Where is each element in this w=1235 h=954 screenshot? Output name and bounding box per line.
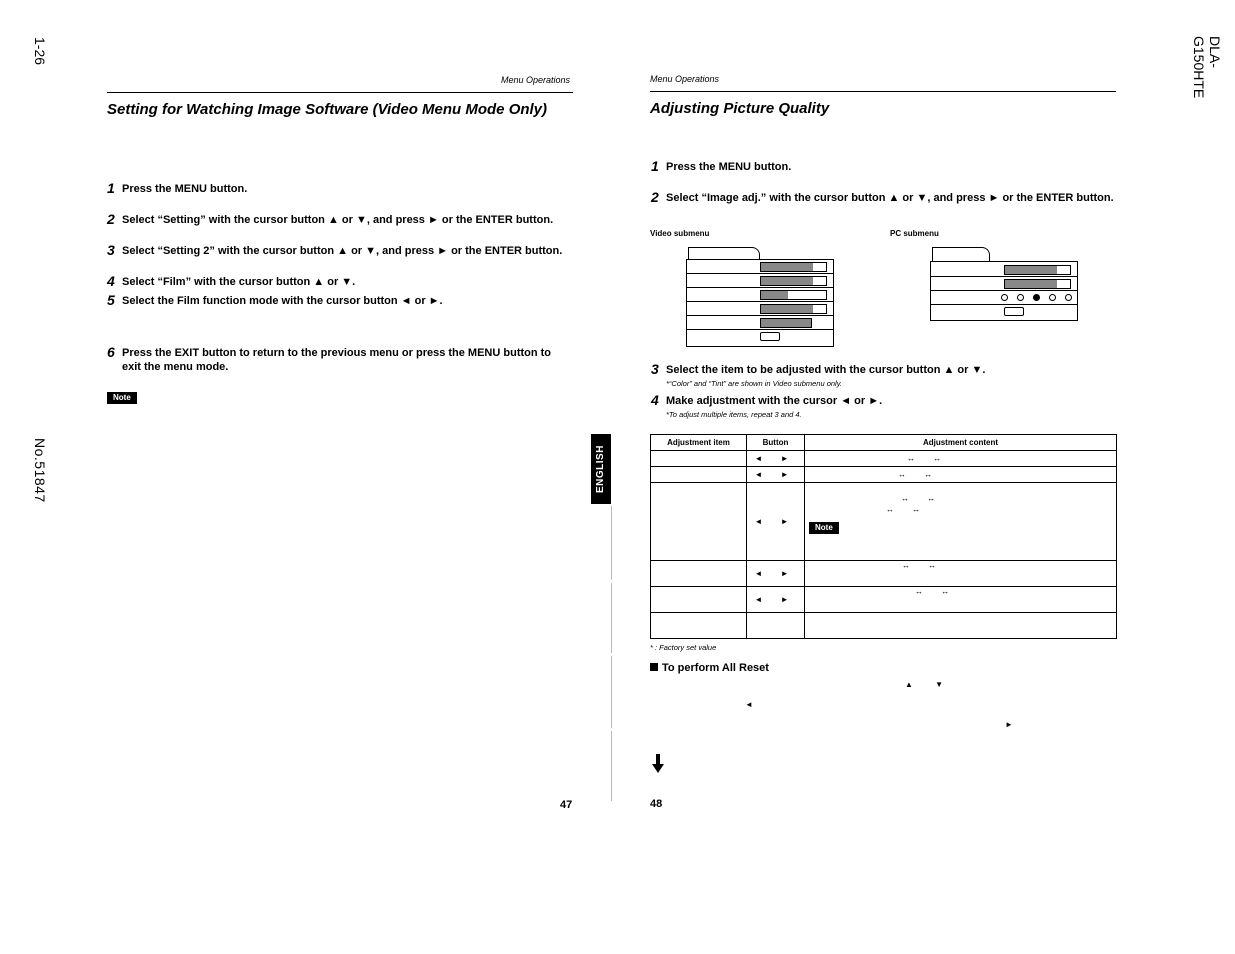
step-number: 4: [651, 392, 659, 408]
left-page-title: Setting for Watching Image Software (Video Menu Mode Only): [107, 101, 548, 118]
right-page-number: 48: [650, 798, 663, 810]
menu-row: [931, 291, 1077, 305]
video-submenu-window: [686, 259, 834, 347]
factory-set-footnote: * : Factory set value: [650, 643, 717, 652]
model-name: DLA-G150HTE: [1191, 36, 1223, 99]
level-bar: [760, 318, 812, 328]
button-arrows: ◄ ►: [747, 587, 805, 613]
left-running-header: Menu Operations: [501, 75, 571, 85]
table-row: [651, 613, 1117, 639]
right-page-title: Adjusting Picture Quality: [650, 100, 830, 117]
menu-row: [687, 288, 833, 302]
left-step-5: [107, 294, 443, 308]
step-text: Select “Setting 2” with the cursor button ▲ or ▼, and press ► or the ENTER button.: [122, 245, 563, 257]
step-text: Select the item to be adjusted with the cursor button ▲ or ▼.: [666, 364, 986, 376]
lr-arrows: ↔ ↔: [907, 454, 950, 463]
square-bullet-icon: [650, 663, 658, 671]
left-step-1: [107, 182, 247, 196]
level-bar: [760, 304, 827, 314]
step-text: Press the MENU button.: [122, 183, 248, 195]
radio-icon: [1049, 294, 1056, 301]
step-number: 2: [651, 189, 659, 205]
radio-icon: [1065, 294, 1072, 301]
step-3-footnote: *“Color” and “Tint” are shown in Video submenu only.: [666, 379, 842, 388]
document-number: No.51847: [32, 438, 48, 503]
step-number: 6: [107, 344, 115, 360]
tab-divider: [611, 656, 612, 728]
page-code: 1-26: [32, 37, 48, 66]
right-header-rule: [650, 91, 1116, 92]
adjustment-table: [650, 434, 1117, 639]
step-text: Make adjustment with the cursor ◄ or ►.: [666, 395, 883, 407]
radio-selected-icon: [1033, 294, 1040, 301]
all-reset-heading: [650, 662, 769, 674]
radio-icon: [1017, 294, 1024, 301]
left-step-6: [107, 346, 573, 374]
arrow-down-icon: [651, 754, 665, 774]
menu-row: [687, 260, 833, 274]
pc-submenu-window: [930, 261, 1078, 321]
radio-icon: [1001, 294, 1008, 301]
step-text: Select “Image adj.” with the cursor button ▲ or ▼, and press ► or the ENTER button.: [666, 192, 1114, 204]
table-header-row: [651, 435, 1117, 451]
step-number: 5: [107, 292, 115, 308]
right-step-2: [651, 191, 1114, 205]
step-text: Select the Film function mode with the cursor button ◄ or ►.: [122, 295, 443, 307]
header-adjustment-content: Adjustment content: [805, 435, 1117, 451]
table-row: [651, 483, 1117, 561]
left-header-rule: [107, 92, 573, 93]
menu-row: [931, 277, 1077, 291]
lr-arrows: ↔ ↔: [915, 587, 958, 596]
updown-glyphs: ▲ ▼: [905, 680, 954, 689]
table-note-badge: Note: [809, 522, 839, 534]
left-step-4: [107, 275, 355, 289]
right-running-header: Menu Operations: [650, 74, 720, 84]
level-bar: [1004, 279, 1071, 289]
header-adjustment-item: Adjustment item: [651, 435, 747, 451]
pc-submenu-tab: [932, 247, 990, 262]
menu-row: [687, 316, 833, 330]
all-reset-heading-text: To perform All Reset: [662, 662, 769, 674]
left-note-badge: Note: [107, 392, 137, 404]
language-tab-label: ENGLISH: [595, 445, 606, 493]
lr-arrows: ↔ ↔: [898, 470, 941, 479]
tab-divider: [611, 506, 612, 580]
step-text: Press the MENU button.: [666, 161, 792, 173]
lr-arrows: ↔ ↔: [886, 505, 929, 514]
reset-button-shape: [760, 332, 780, 341]
pc-submenu-label: PC submenu: [890, 229, 939, 238]
right-step-4: [651, 394, 882, 408]
tab-divider: [611, 731, 612, 801]
step-text: Select “Setting” with the cursor button ▲ or ▼, and press ► or the ENTER button.: [122, 214, 554, 226]
right-step-1: [651, 160, 791, 174]
left-step-2: [107, 213, 553, 227]
button-arrows: ◄ ►: [747, 483, 805, 561]
level-bar: [760, 276, 827, 286]
step-4-footnote: *To adjust multiple items, repeat 3 and 4.: [666, 410, 802, 419]
tab-divider: [611, 583, 612, 653]
reset-button-shape: [1004, 307, 1024, 316]
step-number: 3: [651, 361, 659, 377]
step-text: Select “Film” with the cursor button ▲ or ▼.: [122, 276, 356, 288]
lr-arrows: ↔ ↔: [901, 494, 944, 503]
button-arrows: ◄ ►: [747, 467, 805, 483]
table-row: [651, 467, 1117, 483]
step-number: 1: [651, 158, 659, 174]
step-text: Press the EXIT button to return to the previous menu or press the MENU button to exit the menu mode.: [122, 347, 552, 373]
level-bar: [760, 290, 827, 300]
step-number: 1: [107, 180, 115, 196]
button-arrows: ◄ ►: [747, 451, 805, 467]
level-bar: [760, 262, 827, 272]
video-submenu-label: Video submenu: [650, 229, 710, 238]
table-row: [651, 587, 1117, 613]
left-glyph: ◄: [745, 700, 753, 709]
table-row: [651, 451, 1117, 467]
menu-row: [687, 302, 833, 316]
step-number: 3: [107, 242, 115, 258]
menu-row: [931, 263, 1077, 277]
left-page-number: 47: [560, 799, 573, 811]
level-bar: [1004, 265, 1071, 275]
right-glyph: ►: [1005, 720, 1013, 729]
step-number: 2: [107, 211, 115, 227]
step-number: 4: [107, 273, 115, 289]
menu-row: [687, 274, 833, 288]
right-step-3: [651, 363, 985, 377]
left-step-3: [107, 244, 562, 258]
table-row: [651, 561, 1117, 587]
lr-arrows: ↔ ↔: [902, 561, 945, 570]
header-button: Button: [747, 435, 805, 451]
button-arrows: ◄ ►: [747, 561, 805, 587]
